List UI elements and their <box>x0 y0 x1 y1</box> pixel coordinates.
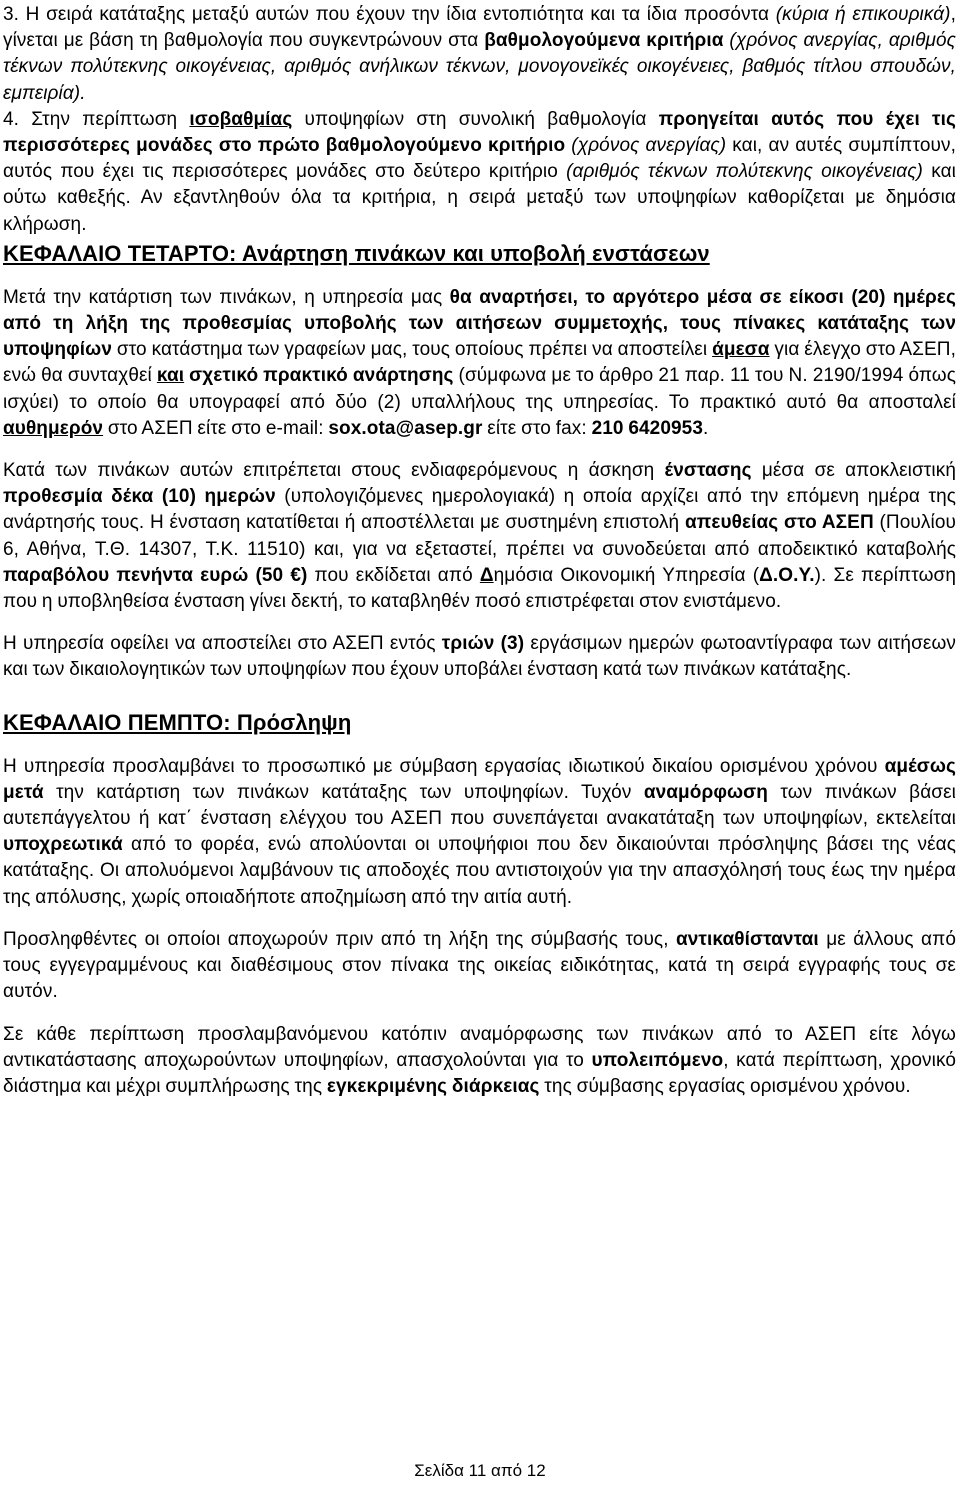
item-3-tie-order <box>3 2 956 107</box>
text-run: αναμόρφωση <box>643 781 768 803</box>
text-run: απευθείας στο ΑΣΕΠ <box>684 512 874 534</box>
text-run: από το φορέα, ενώ απολύονται οι υποψήφιοι που δεν δικαιούνται πρόσληψης βάσει της νέας κατάταξης. Οι απολυόμενοι λαμβάνουν τις αποδοχές που αντιστοιχούν για την απασχόλησή τους έως την ημέρα της απόλυσης, χωρίς οποιαδήποτε αποζημίωση από την αιτία αυτή. <box>3 834 956 908</box>
text-run: Προσληφθέντες οι οποίοι αποχωρούν πριν από τη λήξη της σύμβασής τους, <box>3 928 676 950</box>
text-run: Κατά των πινάκων αυτών επιτρέπεται στους ενδιαφερόμενους η άσκηση <box>3 460 665 482</box>
text-run: Η υπηρεσία προσλαμβάνει το προσωπικό με σύμβαση εργασίας ιδιωτικού δικαίου ορισμένου χρόνου <box>3 755 885 777</box>
text-run: (χρόνος ανεργίας) <box>571 135 727 157</box>
text-run: αντικαθίστανται <box>675 928 819 950</box>
text-run: εργάσιμων ημερών φωτοαντίγραφα των αιτήσεων και των δικαιολογητικών των υποψηφίων που έχουν υποβάλει ένσταση κατά των πινάκων κατάταξης. <box>3 633 956 681</box>
text-run: υποχρεωτικά <box>3 834 123 856</box>
text-run: στο κατάστημα των γραφείων μας, τους οποίους πρέπει να αποστείλει <box>112 339 713 361</box>
text-run: παραβόλου πενήντα ευρώ (50 €) <box>3 564 308 586</box>
text-run: Μετά την κατάρτιση των πινάκων, η υπηρεσία μας <box>3 286 450 308</box>
page-number-footer: Σελίδα 11 από 12 <box>414 1461 546 1480</box>
text-run[interactable]: sox.ota@asep.gr <box>328 417 483 439</box>
text-run: βαθμολογούμενα κριτήρια <box>484 30 724 52</box>
text-run: 4. Στην περίπτωση <box>3 108 190 130</box>
text-run: με άλλους από τους εγγεγραμμένους και διαθέσιμους στον πίνακα της οικείας ειδικότητας, κατά τη σειρά εγγραφής τους σε αυτόν. <box>3 928 957 1003</box>
text-run: Δ <box>479 564 494 586</box>
text-run: (υπολογιζόμενες ημερολογιακά) η οποία αρχίζει από την επόμενη ημέρα της ανάρτησής τους. Η ένσταση κατατίθεται ή αποστέλλεται με συστημένη επιστολή <box>3 486 957 534</box>
text-run: μέσα σε αποκλειστική <box>751 460 956 482</box>
text-run: ΚΕΦΑΛΑΙΟ ΠΕΜΠΤΟ: Πρόσληψη <box>3 709 352 735</box>
text-run: ισοβαθμίας <box>189 108 293 130</box>
item-4-tie-break <box>3 107 956 238</box>
text-run: προηγείται αυτός που έχει τις περισσότερες μονάδες στο πρώτο βαθμολογούμενο κριτήριο <box>3 108 956 157</box>
posting-tables-paragraph <box>3 285 956 442</box>
text-run: είτε στο fax: <box>482 417 592 439</box>
text-run: ). Σε περίπτωση που η υποβληθείσα ένσταση γίνει δεκτή, το καταβληθέν ποσό επιστρέφεται στον ενιστάμενο. <box>3 564 957 613</box>
text-run: ΚΕΦΑΛΑΙΟ ΤΕΤΑΡΤΟ: Ανάρτηση πινάκων και υποβολή ενστάσεων <box>3 240 710 266</box>
text-run: Σε κάθε περίπτωση προσλαμβανόμενου κατόπιν αναμόρφωσης των πινάκων από το ΑΣΕΠ είτε λόγω αντικατάστασης αποχωρούντων υποψηφίων, απασχολούνται για το <box>3 1023 956 1071</box>
text-run: της σύμβασης εργασίας ορισμένου χρόνου. <box>539 1075 911 1097</box>
page-body <box>3 2 956 1100</box>
text-run: , γίνεται με βάση τη βαθμολογία που συγκεντρώνουν στα <box>3 4 956 52</box>
objections-paragraph <box>3 458 956 615</box>
text-run: υπολειπόμενο <box>591 1049 724 1071</box>
text-run: και, αν αυτές συμπίπτουν, αυτός που έχει τις περισσότερες μονάδες στο δεύτερο κριτήριο <box>3 135 956 183</box>
chapter-4-heading <box>3 239 956 269</box>
text-run: των πινάκων βάσει αυτεπάγγελτου ή κατ΄ ένσταση ελέγχου του ΑΣΕΠ που συνεπάγεται ανακατάταξη των υποψηφίων, εκτελείται <box>3 781 956 830</box>
text-run: . <box>703 417 709 439</box>
text-run: άμεσα <box>712 339 770 361</box>
text-run: προθεσμία δέκα (10) ημερών <box>3 486 276 508</box>
text-run: 3. Η σειρά κατάταξης μεταξύ αυτών που έχουν την ίδια εντοπιότητα και τα ίδια προσόντα <box>3 4 776 25</box>
text-run: την κατάρτιση των πινάκων κατάταξης των υποψηφίων. Τυχόν <box>43 781 644 803</box>
text-run: (σύμφωνα με το άρθρο 21 παρ. 11 του Ν. 2190/1994 όπως ισχύει) το οποίο θα υπογραφεί από δύο (2) υπαλλήλους της υπηρεσίας. Το πρακτικό αυτό θα αποσταλεί <box>3 365 956 413</box>
text-run: που εκδίδεται από <box>307 564 480 586</box>
text-run: ημόσια Οικονομική Υπηρεσία ( <box>493 564 760 586</box>
text-run: στο ΑΣΕΠ είτε στο e-mail: <box>103 417 329 439</box>
text-run: (κύρια ή επικουρικά) <box>775 4 951 25</box>
text-run: (χρόνος ανεργίας, αριθμός τέκνων πολύτεκνης οικογένειας, αριθμός ανήλικων τέκνων, μονογονεϊκές οικογένειες, βαθμός τίτλου σπουδών, εμπειρία). <box>3 30 957 104</box>
text-run: (Πουλίου 6, Αθήνα, Τ.Θ. 14307, Τ.Κ. 11510) και, για να εξεταστεί, πρέπει να συνοδεύεται από αποδεικτικό καταβολής <box>3 512 956 560</box>
hiring-paragraph <box>3 754 956 911</box>
text-run: εγκεκριμένης διάρκειας <box>326 1075 540 1097</box>
chapter-5-heading <box>3 708 956 738</box>
text-run: Η υπηρεσία οφείλει να αποστείλει στο ΑΣΕΠ εντός <box>3 633 442 655</box>
text-run: τριών (3) <box>441 633 525 655</box>
replacement-paragraph <box>3 927 956 1006</box>
text-run: για έλεγχο στο ΑΣΕΠ, ενώ θα συνταχθεί <box>3 339 956 387</box>
text-run: , κατά περίπτωση, χρονικό διάστημα και μέχρι συμπλήρωσης της <box>3 1049 956 1097</box>
text-run: αμέσως μετά <box>3 755 956 803</box>
text-run: υποψηφίων στη συνολική βαθμολογία <box>292 108 659 130</box>
text-run: αυθημερόν <box>3 417 104 439</box>
text-run: Δ.Ο.Υ. <box>759 564 815 586</box>
text-run: θα αναρτήσει, το αργότερο μέσα σε είκοσι (20) ημέρες από τη λήξη της προθεσμίας υποβολής των αιτήσεων συμμετοχής, τους πίνακες κατάταξης των υποψηφίων <box>3 286 956 361</box>
text-run: και ούτω καθεξής. Αν εξαντληθούν όλα τα κριτήρια, η σειρά μεταξύ των υποψηφίων καθορίζεται με δημόσια κλήρωση. <box>3 161 956 235</box>
text-run: και <box>156 365 185 387</box>
text-run: ένστασης <box>664 460 752 482</box>
photocopies-paragraph <box>3 631 956 683</box>
text-run: (αριθμός τέκνων πολύτεκνης οικογένειας) <box>566 161 923 183</box>
text-run: 210 6420953 <box>591 417 704 439</box>
text-run: σχετικό πρακτικό ανάρτησης <box>189 365 454 387</box>
remaining-duration-paragraph <box>3 1022 956 1101</box>
